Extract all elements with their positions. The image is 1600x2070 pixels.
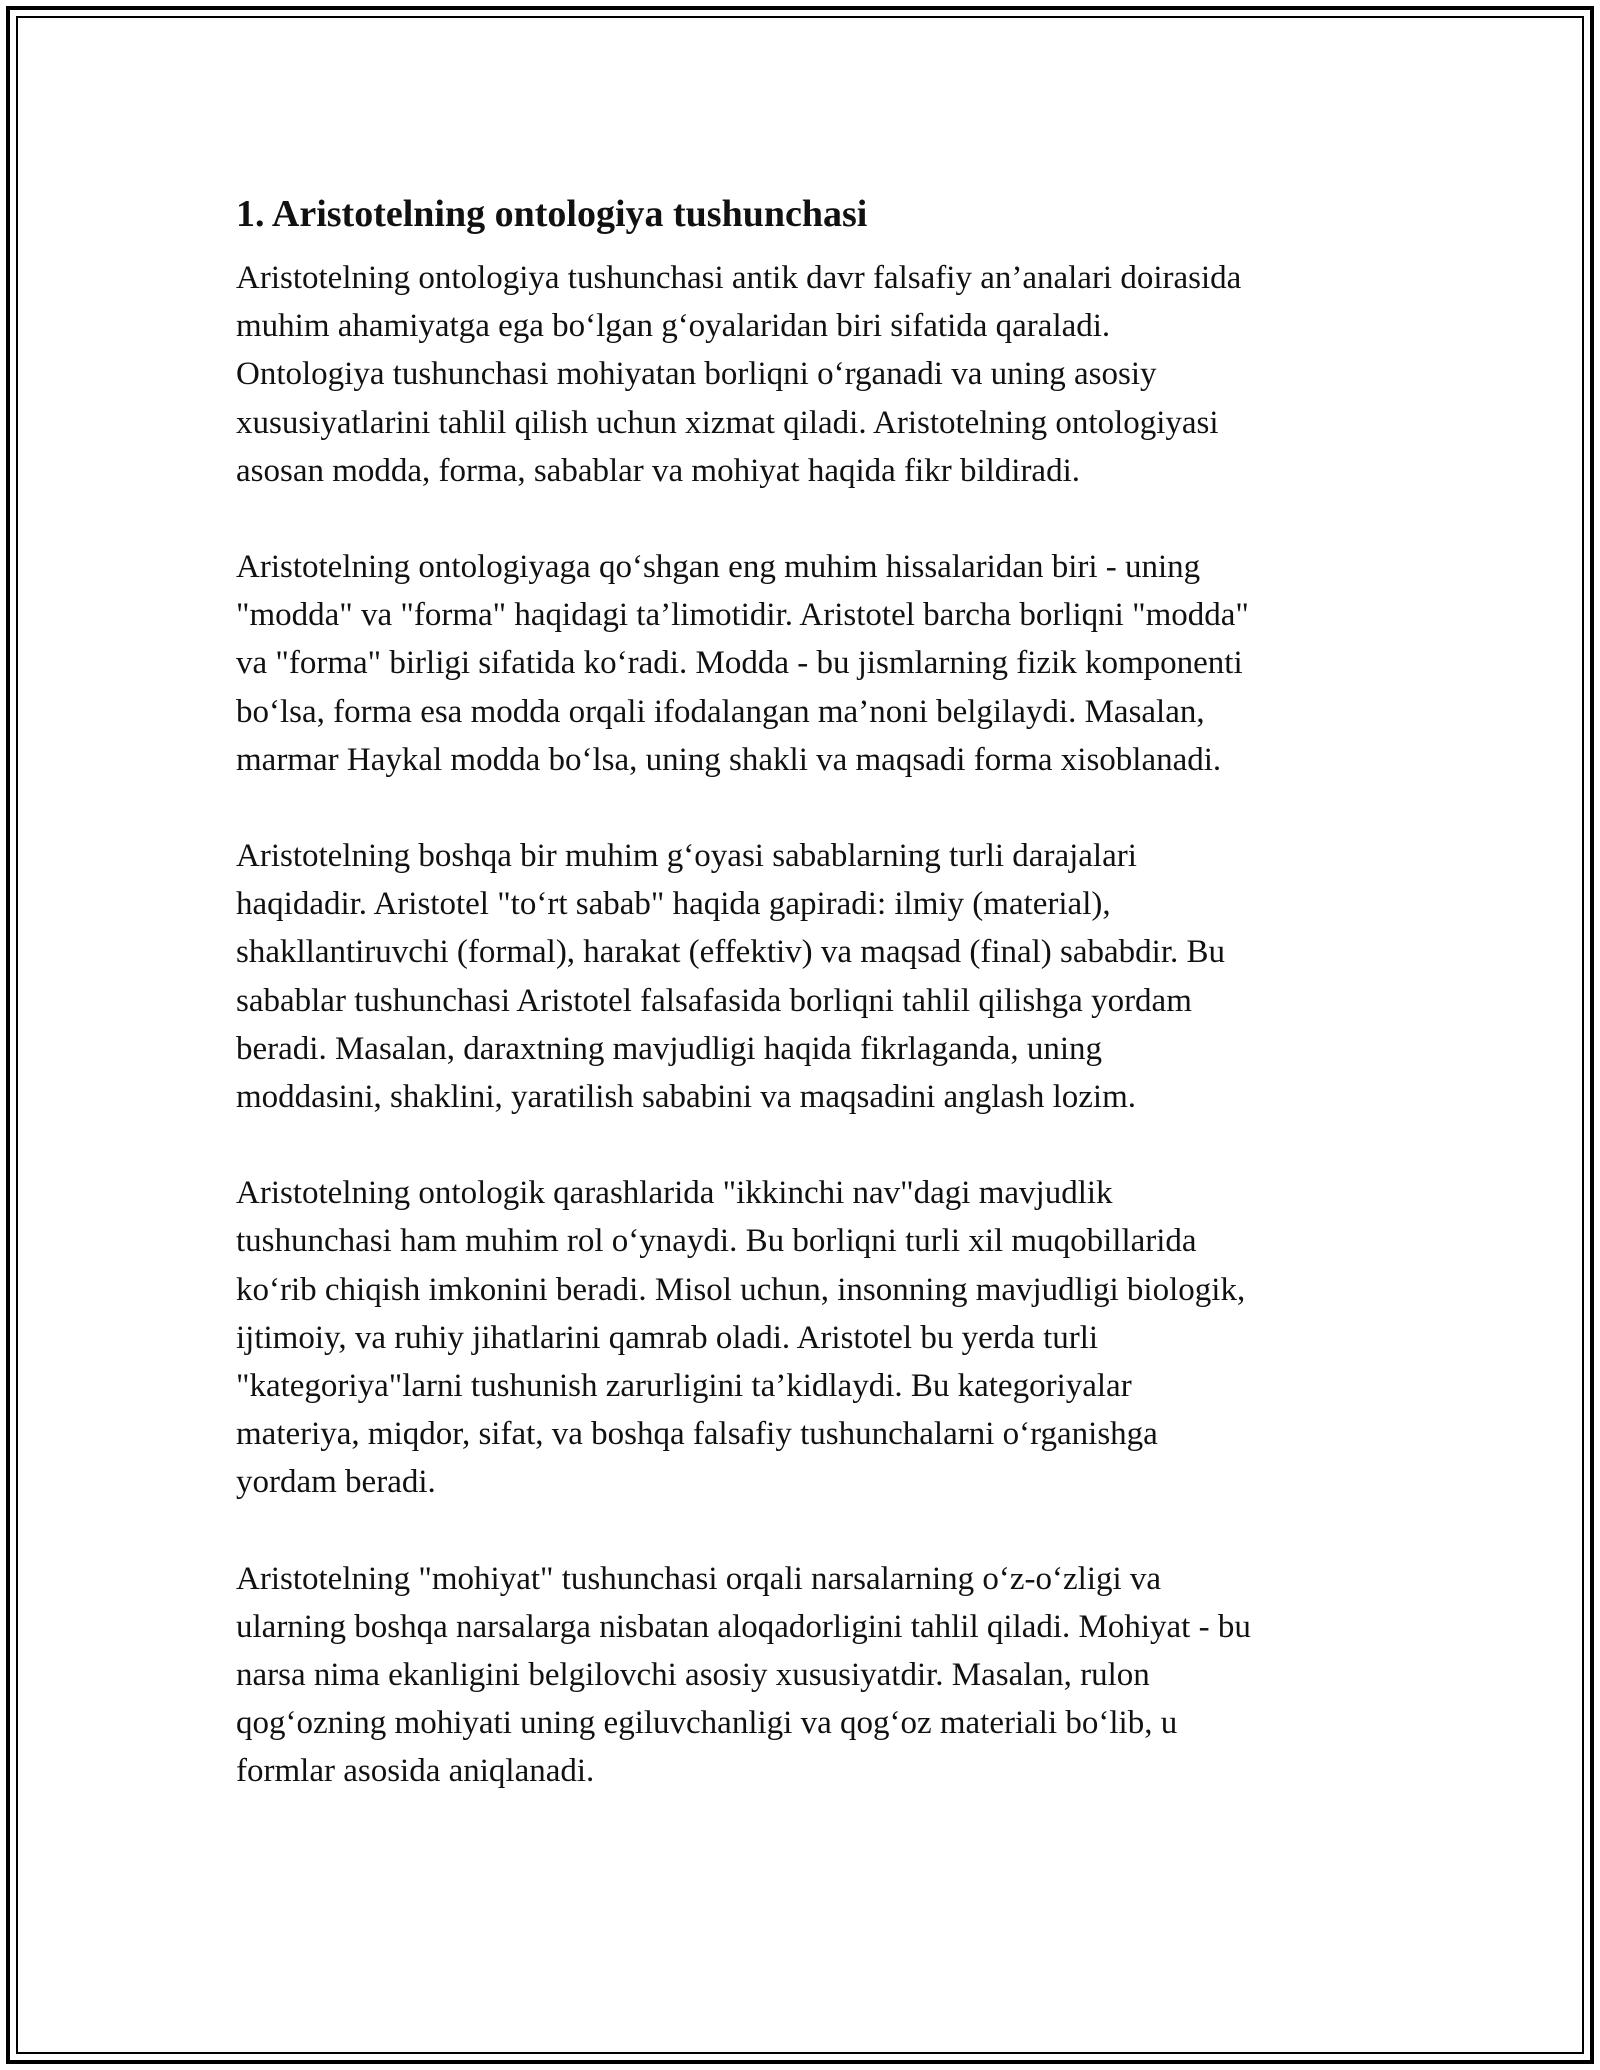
text-line: Aristotelning ontologiya tushunchasi antik davr falsafiy an’analari doirasida xyxy=(236,260,1242,296)
document-body xyxy=(236,186,1376,1796)
text-line: ko‘rib chiqish imkonini beradi. Misol uchun, insonning mavjudligi biologik, xyxy=(236,1271,1246,1308)
paragraph-3 xyxy=(236,832,1376,1121)
text-line: Ontologiya tushunchasi mohiyatan borliqni o‘rganadi va uning asosiy xyxy=(236,356,1157,393)
text-line: xususiyatlarini tahlil qilish uchun xizmat qiladi. Aristotelning ontologiyasi xyxy=(236,404,1219,441)
text-line: "modda" va "forma" haqidagi ta’limotidir. Aristotel barcha borliqni "modda" xyxy=(236,597,1249,634)
paragraph-2 xyxy=(236,543,1376,784)
text-line: muhim ahamiyatga ega bo‘lgan g‘oyalaridan biri sifatida qaraladi. xyxy=(236,308,1111,345)
text-line: Aristotelning ontologiyaga qo‘shgan eng muhim hissalaridan biri - uning xyxy=(236,549,1201,586)
text-line: qog‘ozning mohiyati uning egiluvchanligi va qog‘oz materiali bo‘lib, u xyxy=(236,1705,1178,1742)
text-line: haqidadir. Aristotel "to‘rt sabab" haqida gapiradi: ilmiy (material), xyxy=(236,886,1111,923)
text-line: "kategoriya"larni tushunish zarurligini ta’kidlaydi. Bu kategoriyalar xyxy=(236,1368,1132,1405)
text-line: materiya, miqdor, sifat, va boshqa falsafiy tushunchalarni o‘rganishga xyxy=(236,1416,1158,1453)
section-heading: 1. Aristotelning ontologiya tushunchasi xyxy=(236,193,868,235)
paragraph-4 xyxy=(236,1169,1376,1506)
text-line: shakllantiruvchi (formal), harakat (effektiv) va maqsad (final) sababdir. Bu xyxy=(236,934,1226,971)
text-line: bo‘lsa, forma esa modda orqali ifodalangan ma’noni belgilaydi. Masalan, xyxy=(236,693,1205,730)
text-line: ijtimoiy, va ruhiy jihatlarini qamrab oladi. Aristotel bu yerda turli xyxy=(236,1319,1099,1356)
text-line: marmar Haykal modda bo‘lsa, uning shakli va maqsadi forma xisoblanadi. xyxy=(236,741,1222,778)
text-line: ularning boshqa narsalarga nisbatan aloqadorligini tahlil qiladi. Mohiyat - bu xyxy=(236,1608,1251,1645)
text-line: Aristotelning boshqa bir muhim g‘oyasi sabablarning turli darajalari xyxy=(236,838,1137,875)
text-line: narsa nima ekanligini belgilovchi asosiy xususiyatdir. Masalan, rulon xyxy=(236,1657,1150,1694)
text-line: va "forma" birligi sifatida ko‘radi. Modda - bu jismlarning fizik komponenti xyxy=(236,645,1243,682)
text-line: yordam beradi. xyxy=(236,1464,436,1501)
text-line: Aristotelning ontologik qarashlarida "ikkinchi nav"dagi mavjudlik xyxy=(236,1175,1113,1212)
text-line: sabablar tushunchasi Aristotel falsafasida borliqni tahlil qilishga yordam xyxy=(236,982,1192,1019)
text-line: formlar asosida aniqlanadi. xyxy=(236,1753,595,1790)
text-line: asosan modda, forma, sabablar va mohiyat haqida fikr bildiradi. xyxy=(236,452,1080,489)
text-line: tushunchasi ham muhim rol o‘ynaydi. Bu borliqni turli xil muqobillarida xyxy=(236,1223,1197,1260)
text-line: moddasini, shaklini, yaratilish sababini va maqsadini anglash lozim. xyxy=(236,1079,1137,1116)
text-line: Aristotelning "mohiyat" tushunchasi orqali narsalarning o‘z-o‘zligi va xyxy=(236,1560,1162,1597)
paragraph-1 xyxy=(236,254,1376,495)
text-line: beradi. Masalan, daraxtning mavjudligi haqida fikrlaganda, uning xyxy=(236,1030,1102,1067)
paragraph-5 xyxy=(236,1555,1376,1796)
